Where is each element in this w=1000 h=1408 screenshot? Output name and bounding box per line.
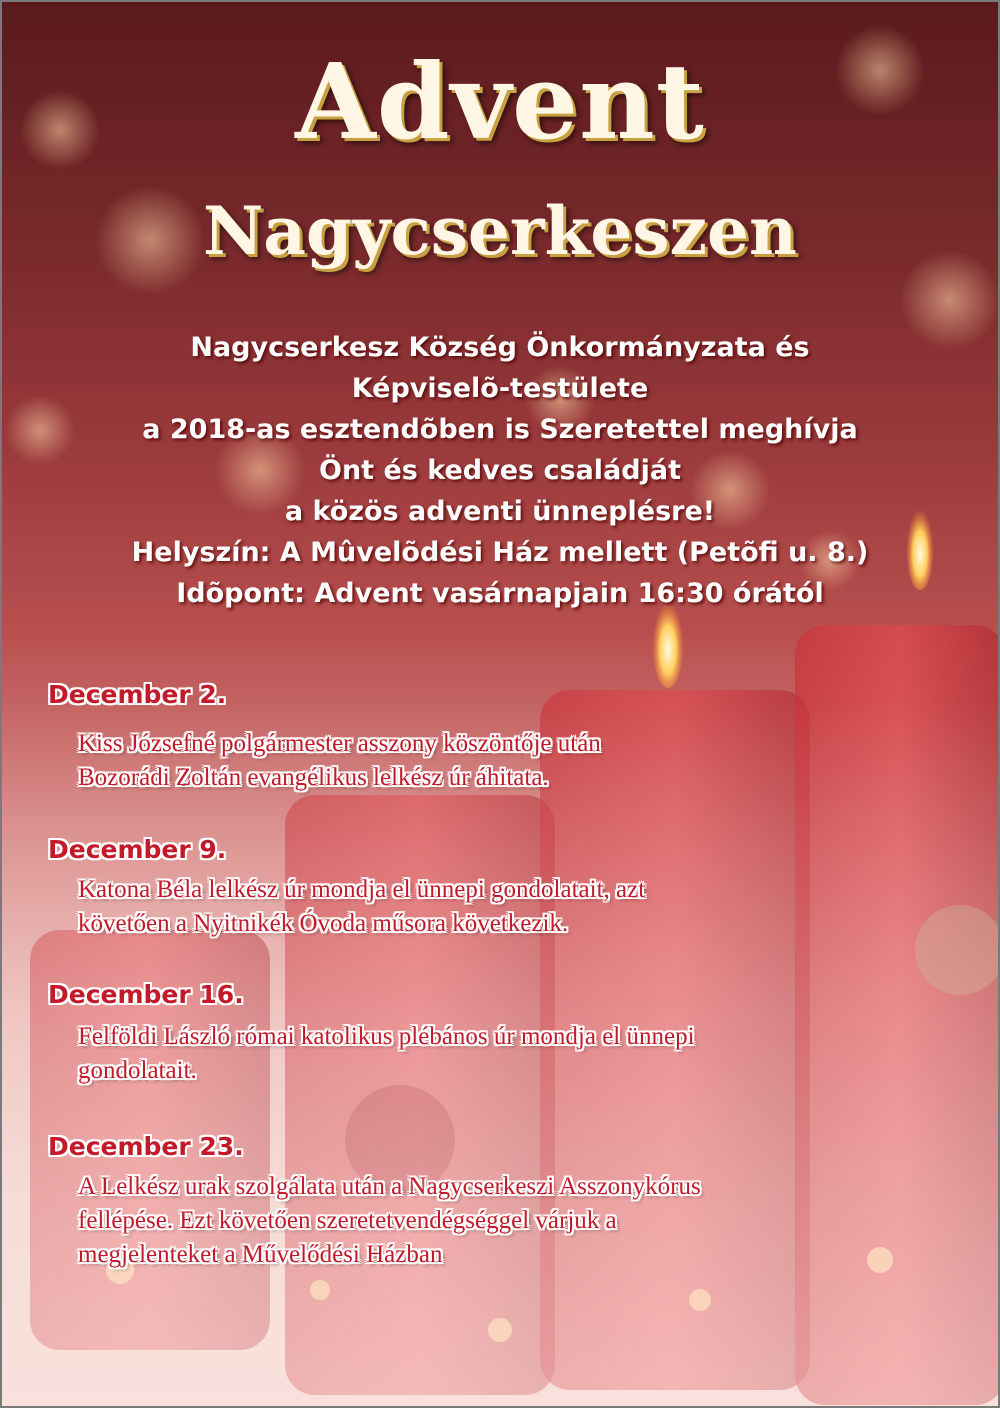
event-date: December 16.	[48, 980, 244, 1009]
event-line: Bozorádi Zoltán evangélikus lelkész úr áhitata.	[78, 764, 549, 791]
event-line: Kiss Józsefné polgármester asszony köszöntője után	[78, 730, 601, 757]
intro-line-location: Helyszín: A Mûvelõdési Ház mellett (Petõfi u. 8.)	[131, 537, 869, 568]
intro-line: Nagycserkesz Község Önkormányzata és	[190, 332, 810, 363]
event-line: gondolatait.	[78, 1057, 197, 1084]
event-date: December 2.	[48, 680, 227, 709]
event-description	[78, 873, 958, 941]
intro-line-time: Idõpont: Advent vasárnapjain 16:30 órától	[176, 578, 824, 609]
page-subtitle: Nagycserkeszen	[202, 192, 798, 270]
page-title: Advent	[295, 40, 705, 163]
event-description	[78, 1170, 958, 1272]
event-description	[78, 1020, 958, 1088]
intro-line: Önt és kedves családját	[319, 455, 681, 486]
event-line: megjelenteket a Művelődési Házban	[78, 1241, 443, 1268]
event-line: A Lelkész urak szolgálata után a Nagycserkeszi Asszonykórus	[78, 1173, 701, 1200]
intro-line: a közös adventi ünneplésre!	[284, 496, 716, 527]
event-line: Katona Béla lelkész úr mondja el ünnepi gondolatait, azt	[78, 876, 646, 903]
event-description	[78, 727, 958, 795]
event-line: követően a Nyitnikék Óvoda műsora következik.	[78, 910, 569, 937]
event-line: Felföldi László római katolikus plébános úr mondja el ünnepi	[78, 1023, 695, 1050]
event-date: December 23.	[48, 1132, 244, 1161]
event-date: December 9.	[48, 835, 227, 864]
intro-line: Képviselõ-testülete	[351, 373, 649, 404]
intro-line: a 2018-as esztendõben is Szeretettel meghívja	[142, 414, 858, 445]
event-line: fellépése. Ezt követően szeretetvendégséggel várjuk a	[78, 1207, 617, 1234]
